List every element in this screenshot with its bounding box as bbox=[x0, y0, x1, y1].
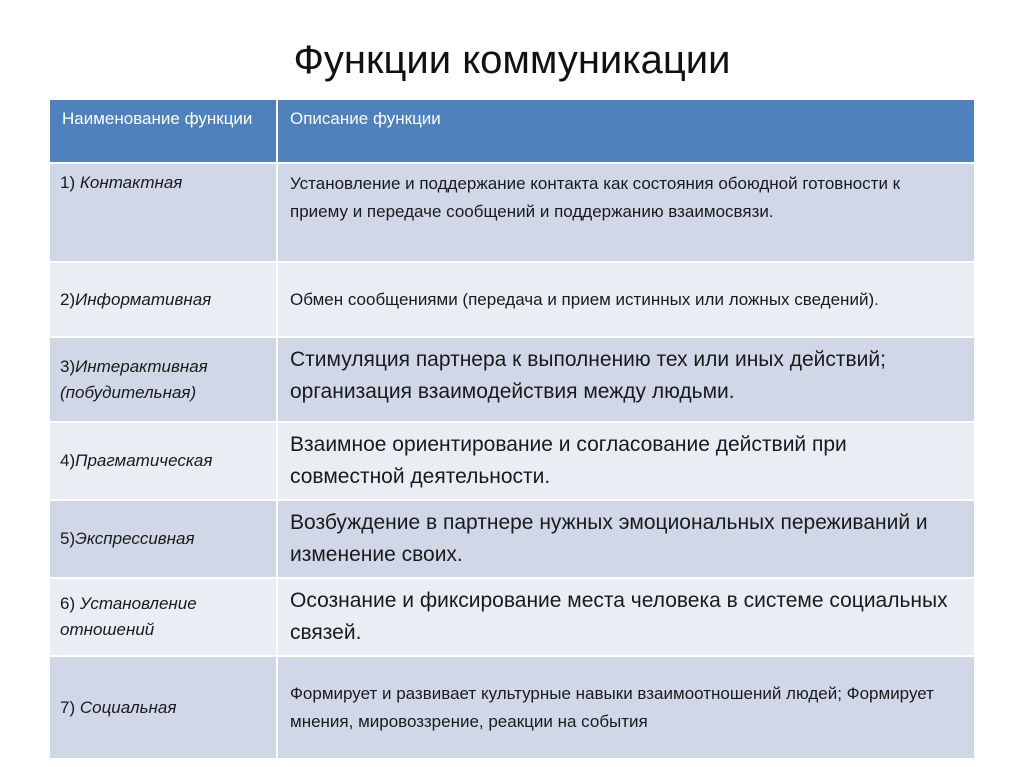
function-name: 6) Установление отношений bbox=[50, 579, 278, 657]
table-header-row bbox=[50, 100, 974, 164]
table-row bbox=[50, 164, 974, 263]
function-name: 2)Информативная bbox=[50, 263, 278, 338]
function-description: Обмен сообщениями (передача и прием истинных или ложных сведений). bbox=[278, 263, 974, 338]
function-description: Установление и поддержание контакта как состояния обоюдной готовности к приему и передаче сообщений и поддержанию взаимосвязи. bbox=[278, 164, 974, 263]
functions-table bbox=[50, 100, 974, 760]
header-name: Наименование функции bbox=[50, 100, 278, 164]
function-name: 5)Экспрессивная bbox=[50, 501, 278, 579]
function-name: 4)Прагматическая bbox=[50, 423, 278, 501]
function-description: Взаимное ориентирование и согласование действий при совместной деятельности. bbox=[278, 423, 974, 501]
function-description: Стимуляция партнера к выполнению тех или иных действий; организация взаимодействия между людьми. bbox=[278, 338, 974, 423]
header-description: Описание функции bbox=[278, 100, 974, 164]
slide-title: Функции коммуникации bbox=[293, 38, 731, 82]
table-row bbox=[50, 423, 974, 501]
function-description: Возбуждение в партнере нужных эмоциональных переживаний и изменение своих. bbox=[278, 501, 974, 579]
function-description: Осознание и фиксирование места человека в системе социальных связей. bbox=[278, 579, 974, 657]
table-row bbox=[50, 501, 974, 579]
function-description: Формирует и развивает культурные навыки взаимоотношений людей; Формирует мнения, мировоззрение, реакции на события bbox=[278, 657, 974, 760]
table-row bbox=[50, 263, 974, 338]
table-row bbox=[50, 657, 974, 760]
table-row bbox=[50, 579, 974, 657]
function-name: 1) Контактная bbox=[50, 164, 278, 263]
function-name: 7) Социальная bbox=[50, 657, 278, 760]
function-name: 3)Интерактивная (побудительная) bbox=[50, 338, 278, 423]
table-row bbox=[50, 338, 974, 423]
